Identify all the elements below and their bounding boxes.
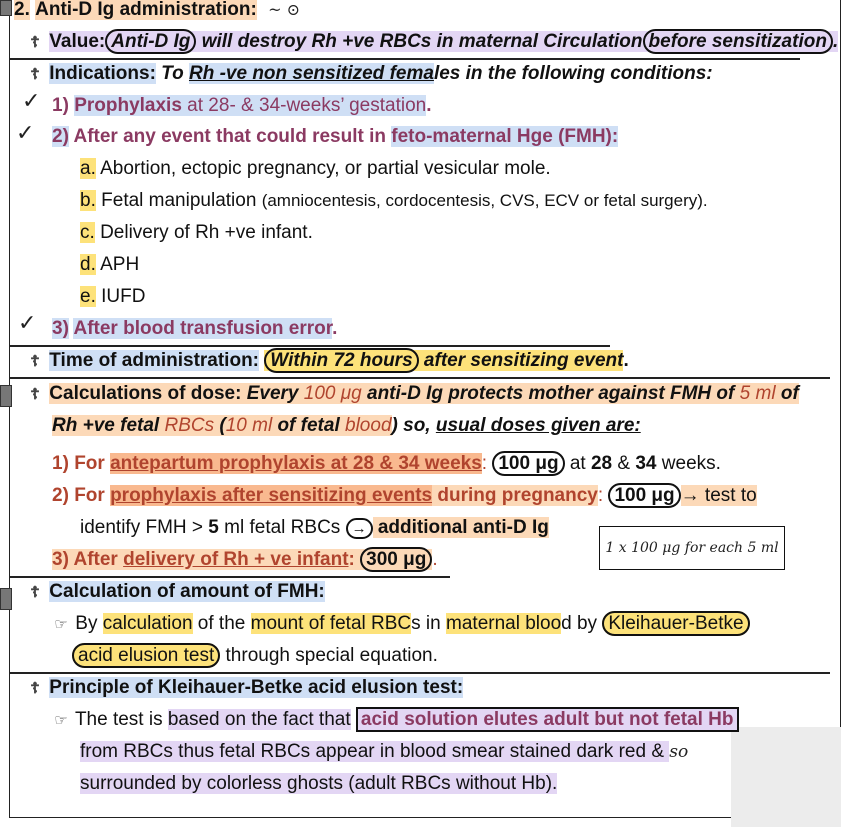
sub-text: APH [100,254,140,275]
sub-text-paren: (amniocentesis, cordocentesis, CVS, ECV or fetal surgery). [261,191,708,210]
value-text: will destroy Rh +ve RBCs in [196,31,459,52]
dose-item-2 [52,480,757,512]
sub-text: Abortion, ectopic pregnancy, or partial vesicular mole. [100,158,551,179]
left-tab-marker [0,0,12,16]
principle-text: The test is [74,709,168,730]
sub-item-a [80,153,551,185]
ind-text-b: at 28- & 34-weeks’ gestation [181,95,427,116]
value-row [26,26,838,58]
left-tab-marker [0,385,12,407]
ind-text-a: After any event that could result in [73,126,392,147]
ind-text2: Rh -ve non sensitized fema [188,63,434,84]
calc-dose-row2 [52,410,641,442]
person-icon: ☦ [30,386,40,403]
dose-cont-text: 5 [208,517,219,538]
dose-text: : [597,485,609,506]
principle-text: from RBCs thus fetal RBCs appear in blood smear stained dark red & [80,741,670,762]
ind-item-2 [52,121,618,153]
checkmark-icon: ✓ [16,120,35,145]
calc-text: of [775,383,799,404]
fmh-text: through special equation. [220,645,438,666]
acid-elusion-circled: acid elusion test [72,643,220,668]
pointing-hand-icon: ☞ [54,712,68,729]
principle-line1 [52,704,739,736]
ind-text-a: After blood transfusion error [73,318,333,339]
fmh-text: calculation [102,613,193,634]
person-icon: ☦ [30,353,40,370]
calc-text: FMH of [670,383,740,404]
handwritten-note: 1 x 100 μg for each 5 ml [599,526,785,570]
dose-text: : [481,453,493,474]
fmh-text: mount of fetal RBC [250,613,412,634]
dose-text: : [348,549,361,570]
pointing-hand-icon: ☞ [54,616,68,633]
calc-text: RBCs [164,415,215,436]
dose-num: 1) [52,453,69,474]
corner-shade [731,727,841,827]
ind-num: 1) [52,95,69,116]
dose-text: prophylaxis after sensitizing events [110,485,433,506]
calc-text: 10 ml [225,415,273,436]
principle-boxed: acid solution elutes adult but not fetal Hb [356,707,739,732]
sub-letter: b. [80,190,96,211]
ind-num: 3) [52,318,69,339]
fmh-text: of the [192,613,251,634]
sub-text: Delivery of Rh +ve infant. [100,222,313,243]
dose-cont-text: identify FMH > [80,517,209,538]
sub-text: IUFD [101,286,146,307]
handwritten-so: so [669,742,689,762]
dose-text: → test to [680,485,757,506]
fmh-text: d by [561,613,603,634]
ind-text-b: feto-maternal Hge (FMH): [391,126,619,147]
ind-end: . [426,95,432,116]
dose-end: . [432,549,438,570]
checkmark-icon: ✓ [22,88,41,113]
ind-num: 2) [52,126,69,147]
ind-text-a: Prophylaxis [74,95,182,116]
sub-letter: e. [80,286,96,307]
calc-text: protects mother against [443,383,670,404]
sub-item-c [80,217,313,249]
dose-text: during pregnancy [432,485,598,506]
ind-text3: les in the following conditions: [433,63,713,84]
person-icon: ☦ [30,680,40,697]
dose-text: antepartum prophylaxis at 28 & 34 weeks [110,453,482,474]
dose-cont-text: additional anti-D Ig [372,517,549,538]
dose-item-1 [52,448,721,480]
calc-fmh-label: Calculation of amount of FMH: [49,581,325,602]
dose-text: After [73,549,124,570]
value-end: . [832,31,839,52]
calc-usual-doses: usual doses given are: [435,415,641,436]
principle-row [26,672,463,704]
calc-text: ) so, [391,415,436,436]
calc-dose1: 100 μg [303,383,362,404]
dose-text: at [564,453,591,474]
kleihauer-betke-circled: Kleihauer-Betke [602,611,749,636]
dose-num: 2) [52,485,69,506]
sub-letter: a. [80,158,96,179]
time-end: . [623,350,629,371]
value-circulation: maternal Circulation [458,31,643,52]
principle-text: based on the fact that [167,709,351,730]
sub-item-d [80,249,139,281]
calc-vol1: 5 ml [739,383,776,404]
ind-text1: To [155,63,189,84]
time-within-72: Within 72 hours [264,348,418,373]
dose-value: 300 μg [360,547,432,572]
calc-fmh-line2 [72,640,438,672]
dose-item-2-cont [80,512,549,544]
sub-item-e [80,281,145,313]
principle-text: surrounded by colorless ghosts (adult RBCs without Hb). [80,773,558,794]
calc-text: anti-D Ig [361,383,443,404]
checkmark-icon: ✓ [18,310,37,335]
calc-fmh-line1 [52,608,750,640]
fmh-text: By [75,613,103,634]
sub-letter: d. [80,254,96,275]
sub-letter: c. [80,222,95,243]
time-after: after sensitizing event [418,350,624,371]
person-icon: ☦ [30,34,40,51]
time-label: Time of administration: [49,350,260,371]
dose-text: & [612,453,636,474]
value-label: Value: [49,31,106,52]
dose-text: For [74,485,111,506]
time-admin-row [26,345,629,377]
indications-label: Indications: [49,63,156,84]
indications-row [26,58,713,90]
calc-dose-label: Calculations of dose: [49,383,242,404]
left-tab-marker [0,588,12,610]
principle-line2 [80,736,688,768]
heading-number: 2. [14,0,30,20]
calc-text: ( [214,415,226,436]
dose-text: For [74,453,111,474]
sub-item-b [80,185,708,217]
calc-text: of fetal [272,415,346,436]
calc-text: Every [241,383,304,404]
principle-line3 [80,768,557,800]
sub-text: Fetal manipulation [101,190,262,211]
heading-title: Anti-D Ig administration: [35,0,257,20]
dose-week: 34 [635,453,657,474]
ind-end: . [332,318,338,339]
person-icon: ☦ [30,66,40,83]
scribble-mark: ~ ⊙ [268,0,300,19]
anti-d-circled: Anti-D Ig [105,29,196,54]
calc-text: Rh +ve fetal [52,415,165,436]
section-heading [14,0,300,26]
fmh-text: s in [411,613,447,634]
calc-fmh-row [26,576,325,608]
calc-text: blood [345,415,392,436]
dose-text: delivery of Rh + ve infant [123,549,349,570]
fmh-text: maternal bloo [446,613,562,634]
dose-cont-text: ml fetal RBCs [218,517,346,538]
dose-num: 3) [52,549,69,570]
dose-value: 100 μg [492,451,564,476]
person-icon: ☦ [30,584,40,601]
dose-value: 100 μg [608,483,680,508]
ind-item-1 [52,90,432,122]
value-before-sens: before sensitization [643,29,833,54]
principle-label: Principle of Kleihauer-Betke acid elusion test: [49,677,464,698]
dose-week: 28 [590,453,613,474]
dose-text: weeks. [656,453,721,474]
calc-dose-row [26,378,799,410]
ind-item-3 [52,313,337,345]
arrow-icon: → [346,518,373,539]
dose-item-3 [52,544,438,576]
